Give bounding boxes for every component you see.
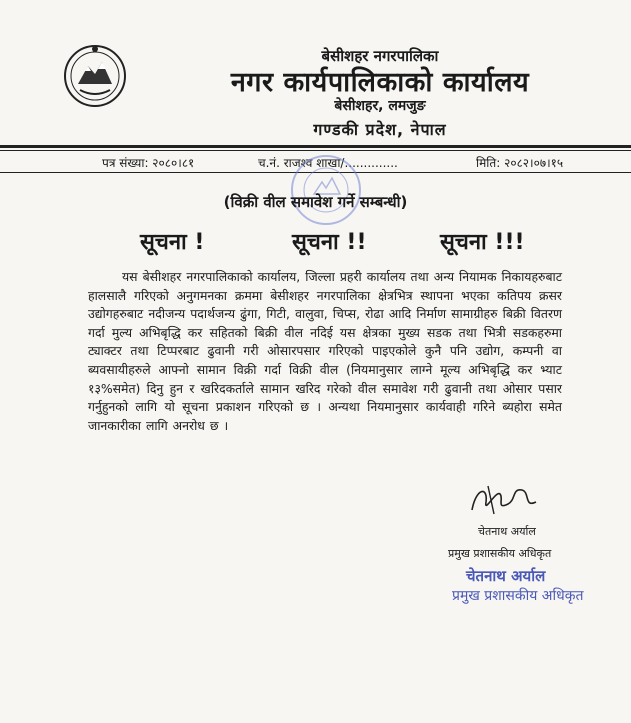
municipality-name: बेसीशहर नगरपालिका	[321, 47, 439, 65]
stamp-name: चेतनाथ अर्याल	[466, 567, 546, 585]
office-seal-icon	[286, 150, 366, 230]
notice-label-2: सूचना !!	[292, 230, 367, 255]
letter-date: मिति: २०८२।०७।१५	[476, 156, 564, 170]
signatory-name: चेतनाथ अर्याल	[478, 525, 536, 538]
signatory-title: प्रमुख प्रशासकीय अधिकृत	[448, 547, 552, 560]
notice-label-3: सूचना !!!	[440, 230, 525, 255]
subject-line: (विक्री वील समावेश गर्ने सम्बन्धी)	[223, 193, 408, 211]
notice-label-1: सूचना !	[140, 230, 205, 255]
notice-body: यस बेसीशहर नगरपालिकाको कार्यालय, जिल्ला प्रहरी कार्यालय तथा अन्य नियामक निकायहरुबाट हालसालै गरिएको अनुगमनका क्रममा बेसीशहर नगरपालिका क्षेत्रभित्र स्थापना भएका कतिपय क्रसर उद्योगहरुबाट नदीजन्य पदार्थजन्य ढुंगा, गिटी, वालुवा, चिप्स, रोढा आदि निर्माण सामाग्रीहरु बिक्री वितरण गर्दा मुल्य अभिबृद्धि कर सहितको बिक्री वील नदिई यस क्षेत्रका मुख्य सडक तथा भित्री सडकहरुमा ट्याक्टर तथा टिप्परबाट ढुवानी गरी ओसारपसार गरिएको पाइएकोले कुनै पनि उद्योग, कम्पनी वा ब्यवसायीहरुले आफ्नो सामान विक्री गर्दा विक्री वील (नियमानुसार लाग्ने मूल्य अभिबृद्धि कर भ्याट १३%समेत) दिनु हुन र खरिदकर्ताले सामान खरिद गरेको वील समावेश गरी ढुवानी तथा ओसार पसार गर्नुहुनको लागि यो सूचना प्रकाशन गरिएको छ । अन्यथा नियमानुसार कार्यवाही गरिने ब्यहोरा समेत जानकारीका लागि अनरोध छ ।	[88, 269, 562, 433]
handwritten-signature	[466, 480, 546, 520]
stamp-title: प्रमुख प्रशासकीय अधिकृत	[452, 588, 584, 604]
header-divider	[0, 145, 631, 148]
office-address: बेसीशहर, लमजुङ	[334, 98, 426, 114]
province-country: गण्डकी प्रदेश, नेपाल	[313, 120, 447, 139]
office-name: नगर कार्यपालिकाको कार्यालय	[230, 67, 530, 98]
dispatch-number: च.नं. राजश्व शाखा/..............	[258, 156, 398, 170]
nepal-emblem-icon	[60, 40, 130, 110]
letter-number: पत्र संख्या: २०८०।८१	[102, 156, 195, 170]
